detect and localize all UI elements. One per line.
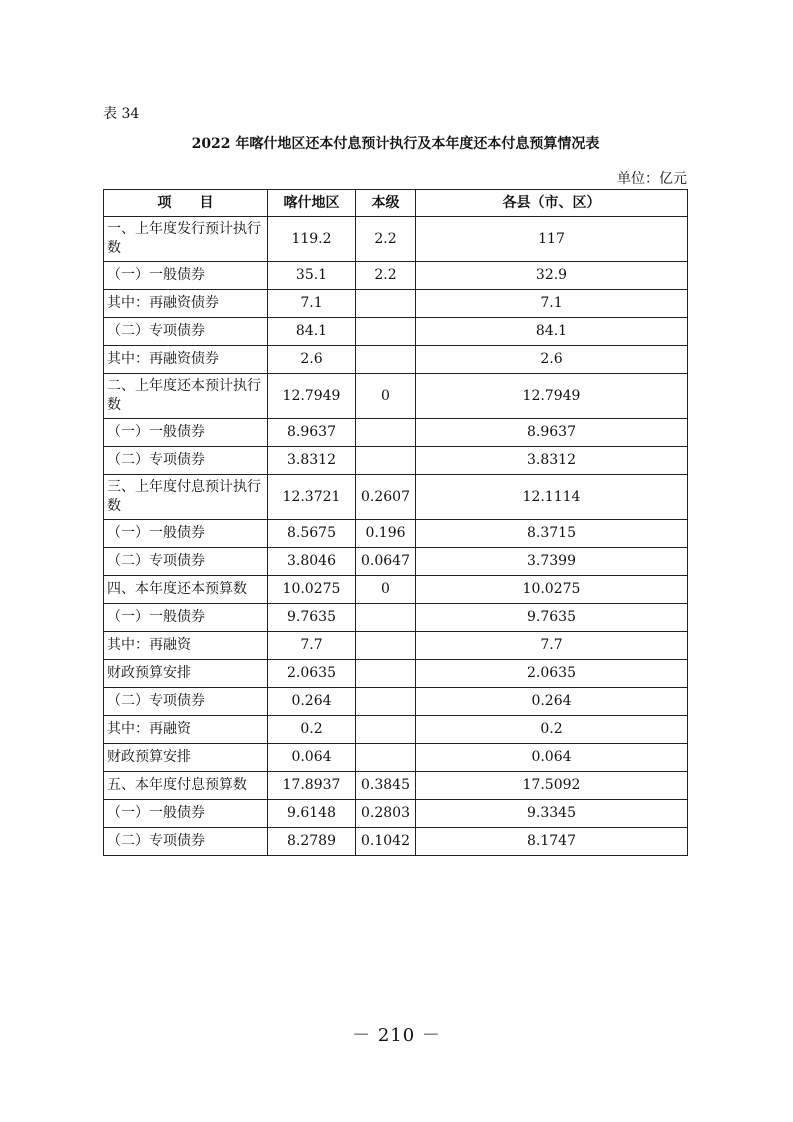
row-item: 其中：再融资债券 [104,346,268,374]
table-row [104,447,688,475]
table-row [104,632,688,660]
table-row [104,217,688,262]
row-item: （二）专项债券 [104,688,268,716]
row-kashgar: 9.7635 [268,604,356,632]
row-counties: 3.7399 [416,548,688,576]
row-kashgar: 12.7949 [268,374,356,419]
row-item: （一）一般债券 [104,800,268,828]
header-kashgar: 喀什地区 [268,190,356,217]
row-counties: 2.6 [416,346,688,374]
row-kashgar: 7.1 [268,290,356,318]
table-row [104,660,688,688]
row-local: 0 [356,576,416,604]
table-label: 表 34 [103,106,140,122]
row-counties: 9.7635 [416,604,688,632]
row-item: 一、上年度发行预计执行数 [104,217,268,262]
row-kashgar: 0.064 [268,744,356,772]
row-local [356,632,416,660]
row-item: 财政预算安排 [104,660,268,688]
row-counties: 8.3715 [416,520,688,548]
row-kashgar: 12.3721 [268,475,356,520]
row-item: （一）一般债券 [104,419,268,447]
row-counties: 17.5092 [416,772,688,800]
row-kashgar: 17.8937 [268,772,356,800]
row-kashgar: 10.0275 [268,576,356,604]
row-counties: 84.1 [416,318,688,346]
table-row [104,346,688,374]
row-counties: 32.9 [416,262,688,290]
row-local [356,716,416,744]
table-row [104,475,688,520]
row-local [356,290,416,318]
row-item: 四、本年度还本预算数 [104,576,268,604]
row-item: 其中：再融资 [104,716,268,744]
table-row [104,716,688,744]
row-local [356,447,416,475]
header-item: 项 目 [104,190,268,217]
table-row [104,419,688,447]
row-local: 2.2 [356,262,416,290]
row-counties: 12.7949 [416,374,688,419]
table-row [104,548,688,576]
page-number: － 210 － [352,1025,441,1046]
row-counties: 7.7 [416,632,688,660]
row-kashgar: 2.0635 [268,660,356,688]
row-kashgar: 0.264 [268,688,356,716]
unit-label: 单位：亿元 [617,171,687,187]
table-title: 2022 年喀什地区还本付息预计执行及本年度还本付息预算情况表 [191,136,600,152]
row-kashgar: 7.7 [268,632,356,660]
row-counties: 3.8312 [416,447,688,475]
header-row [104,190,688,217]
row-item: 财政预算安排 [104,744,268,772]
row-counties: 0.064 [416,744,688,772]
row-local [356,419,416,447]
row-item: 五、本年度付息预算数 [104,772,268,800]
table-row [104,520,688,548]
row-local: 0.3845 [356,772,416,800]
row-kashgar: 35.1 [268,262,356,290]
row-item: 其中：再融资 [104,632,268,660]
row-kashgar: 3.8046 [268,548,356,576]
row-local: 2.2 [356,217,416,262]
row-counties: 10.0275 [416,576,688,604]
row-counties: 8.9637 [416,419,688,447]
row-kashgar: 3.8312 [268,447,356,475]
budget-table [103,189,688,856]
header-counties: 各县（市、区） [416,190,688,217]
row-local: 0.2607 [356,475,416,520]
row-kashgar: 9.6148 [268,800,356,828]
table-row [104,800,688,828]
table-row [104,318,688,346]
table-row [104,576,688,604]
row-item: 三、上年度付息预计执行数 [104,475,268,520]
row-kashgar: 0.2 [268,716,356,744]
row-local [356,688,416,716]
row-counties: 0.264 [416,688,688,716]
row-item: （一）一般债券 [104,604,268,632]
row-local [356,660,416,688]
row-kashgar: 8.5675 [268,520,356,548]
row-item: （二）专项债券 [104,318,268,346]
row-kashgar: 2.6 [268,346,356,374]
row-item: （一）一般债券 [104,520,268,548]
row-counties: 117 [416,217,688,262]
table-row [104,688,688,716]
row-counties: 0.2 [416,716,688,744]
row-local: 0.196 [356,520,416,548]
table-row [104,262,688,290]
row-counties: 8.1747 [416,828,688,856]
row-item: （二）专项债券 [104,447,268,475]
table-row [104,828,688,856]
row-kashgar: 8.2789 [268,828,356,856]
row-local: 0 [356,374,416,419]
row-item: （二）专项债券 [104,828,268,856]
table-row [104,604,688,632]
header-local: 本级 [356,190,416,217]
row-local [356,346,416,374]
table-row [104,772,688,800]
row-counties: 12.1114 [416,475,688,520]
row-item: （二）专项债券 [104,548,268,576]
row-local: 0.0647 [356,548,416,576]
row-counties: 2.0635 [416,660,688,688]
row-kashgar: 119.2 [268,217,356,262]
row-kashgar: 8.9637 [268,419,356,447]
table-row [104,290,688,318]
row-local: 0.1042 [356,828,416,856]
row-local [356,318,416,346]
row-item: （一）一般债券 [104,262,268,290]
table-row [104,744,688,772]
row-local: 0.2803 [356,800,416,828]
table-row [104,374,688,419]
row-kashgar: 84.1 [268,318,356,346]
row-item: 其中：再融资债券 [104,290,268,318]
row-counties: 7.1 [416,290,688,318]
row-local [356,604,416,632]
row-counties: 9.3345 [416,800,688,828]
row-local [356,744,416,772]
row-item: 二、上年度还本预计执行数 [104,374,268,419]
